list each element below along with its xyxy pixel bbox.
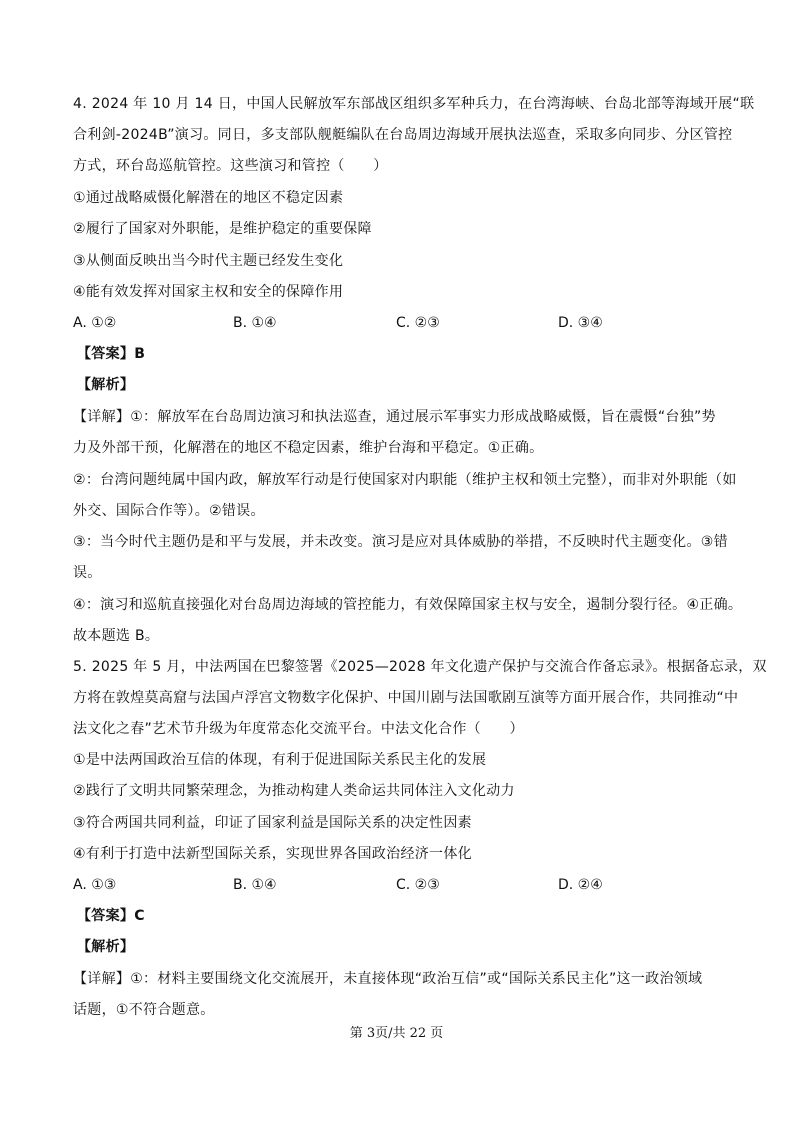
q4-statement-3: ③从侧面反映出当今时代主题已经发生变化 [73,253,344,269]
q5-stem-line-1: 5. 2025 年 5 月，中法两国在巴黎签署《2025—2028 年文化遗产保护与交流合作备忘录》。根据备忘录，双 [73,659,767,675]
q4-explanation-line-4: 外交、国际合作等）。②错误。 [73,503,265,519]
q5-stem-line-3: 法文化之春”艺术节升级为年度常态化交流平台。中法文化合作（ ） [73,721,524,737]
q4-explanation-line-8: 故本题选 B。 [73,628,160,644]
q5-statement-3: ③符合两国共同利益，印证了国家利益是国际关系的决定性因素 [73,815,472,831]
q4-option-d: D. ③④ [558,315,603,331]
q4-statement-4: ④能有效发挥对国家主权和安全的保障作用 [73,284,344,300]
q4-answer-label: 【答案】 [77,346,135,362]
q4-explanation-line-6: 误。 [73,565,102,581]
q5-analysis-label: 【解析】 [77,939,135,955]
q4-stem-line-3: 方式，环台岛巡航管控。这些演习和管控（ ） [73,158,388,174]
q5-stem-line-2: 方将在敦煌莫高窟与法国卢浮宫文物数字化保护、中国川剧与法国歌剧互演等方面开展合作，共同推动“中 [73,690,739,706]
q4-stem-line-2: 合利剑-2024B”演习。同日，多支部队舰艇编队在台岛周边海域开展执法巡查，采取多向同步、分区管控 [73,127,733,143]
q5-option-b: B. ①④ [233,877,277,893]
q5-option-a: A. ①③ [73,877,117,893]
q4-answer-value: B [134,346,146,362]
q4-explanation-line-5: ③：当今时代主题仍是和平与发展，并未改变。演习是应对具体威胁的举措，不反映时代主题变化。③错 [73,534,728,550]
q4-option-a: A. ①② [73,315,117,331]
q4-statement-1: ①通过战略威慑化解潜在的地区不稳定因素 [73,190,344,206]
q4-answer [77,344,145,364]
q4-option-b: B. ①④ [233,315,277,331]
q5-explanation-line-1: 【详解】①：材料主要围绕文化交流展开，未直接体现“政治互信”或“国际关系民主化”这一政治领域 [73,971,703,987]
q5-statement-1: ①是中法两国政治互信的体现，有利于促进国际关系民主化的发展 [73,752,487,768]
q5-statement-4: ④有利于打造中法新型国际关系，实现世界各国政治经济一体化 [73,846,472,862]
page-footer: 第 3页/共 22 页 [349,1026,444,1041]
q5-answer [77,906,145,926]
q5-option-d: D. ②④ [558,877,603,893]
q5-explanation-line-2: 话题，①不符合题意。 [73,1002,215,1018]
q4-statement-2: ②履行了国家对外职能，是维护稳定的重要保障 [73,221,372,237]
q5-answer-value: C [134,908,145,924]
q4-analysis-label: 【解析】 [77,377,135,393]
q4-stem-line-1: 4. 2024 年 10 月 14 日，中国人民解放军东部战区组织多军种兵力，在台湾海峡、台岛北部等海域开展“联 [73,96,755,112]
q4-explanation-line-3: ②：台湾问题纯属中国内政，解放军行动是行使国家对内职能（维护主权和领土完整），而非对外职能（如 [73,472,737,488]
q4-explanation-line-2: 力及外部干预，化解潜在的地区不稳定因素，维护台海和平稳定。①正确。 [73,440,544,456]
q5-statement-2: ②践行了文明共同繁荣理念，为推动构建人类命运共同体注入文化动力 [73,783,515,799]
q4-explanation-line-1: 【详解】①：解放军在台岛周边演习和执法巡查，通过展示军事实力形成战略威慑，旨在震慑“台独”势 [73,409,716,425]
q4-option-c: C. ②③ [396,315,440,331]
q5-answer-label: 【答案】 [77,908,135,924]
q5-option-c: C. ②③ [396,877,440,893]
q4-explanation-line-7: ④：演习和巡航直接强化对台岛周边海域的管控能力，有效保障国家主权与安全，遏制分裂行径。④正确。 [73,597,743,613]
